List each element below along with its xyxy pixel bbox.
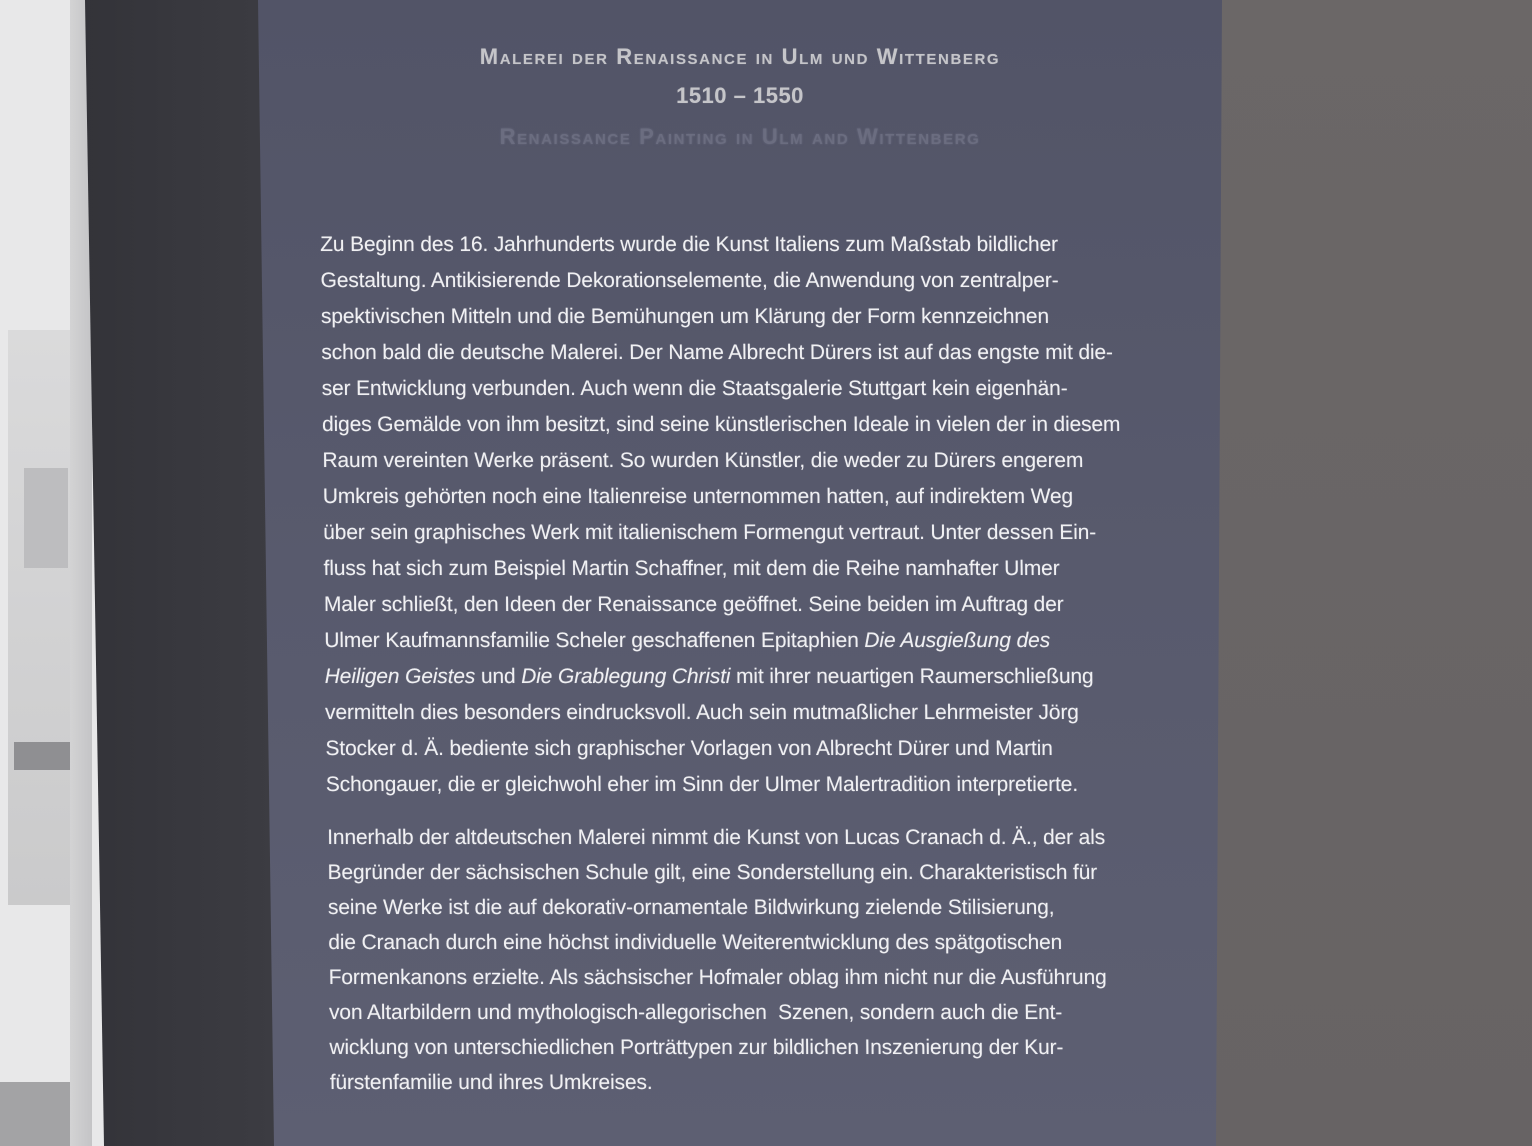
artwork-title: Heiligen Geistes xyxy=(324,665,476,688)
paragraph xyxy=(320,227,1124,803)
text-line xyxy=(327,855,1105,890)
text-line xyxy=(329,995,1107,1030)
text-segment: Schongauer, die er gleichwohl eher im Sinn der Ulmer Malertradition interpretierte. xyxy=(325,773,1079,796)
text-line xyxy=(327,820,1105,855)
text-segment: fluss hat sich zum Beispiel Martin Schaffner, mit dem die Reihe namhafter Ulmer xyxy=(323,557,1060,580)
text-line xyxy=(326,767,1125,803)
text-line xyxy=(322,371,1121,407)
text-line xyxy=(328,890,1106,925)
text-segment: über sein graphisches Werk mit italienischem Formengut vertraut. Unter dessen Ein- xyxy=(323,521,1097,544)
text-line xyxy=(324,587,1123,623)
text-segment: die Cranach durch eine höchst individuelle Weiterentwicklung des spätgotischen xyxy=(328,931,1063,954)
text-segment: ser Entwicklung verbunden. Auch wenn die Staatsgalerie Stuttgart kein eigenhän- xyxy=(321,377,1068,400)
text-line xyxy=(322,443,1121,479)
text-line xyxy=(325,695,1124,731)
panel-title: Malerei der Renaissance in Ulm und Wittenberg xyxy=(479,44,1001,69)
panel-subtitle-english: Renaissance Painting in Ulm and Wittenberg xyxy=(499,124,981,149)
artwork-title: Die Ausgießung des xyxy=(864,629,1051,652)
text-line xyxy=(321,335,1120,371)
text-segment: Zu Beginn des 16. Jahrhunderts wurde die Kunst Italiens zum Maßstab bildlicher xyxy=(320,233,1059,256)
text-line xyxy=(323,479,1122,515)
text-segment: diges Gemälde von ihm besitzt, sind seine künstlerischen Ideale in vielen der in diesem xyxy=(321,413,1121,436)
text-segment: seine Werke ist die auf dekorativ-ornamentale Bildwirkung zielende Stilisierung, xyxy=(327,896,1055,919)
text-segment: Begründer der sächsischen Schule gilt, eine Sonderstellung ein. Charakteristisch für xyxy=(327,861,1098,884)
text-segment: Maler schließt, den Ideen der Renaissance geöffnet. Seine beiden im Auftrag der xyxy=(323,593,1064,616)
text-segment: Umkreis gehörten noch eine Italienreise unternommen hatten, auf indirektem Weg xyxy=(322,485,1074,508)
text-line xyxy=(329,1030,1107,1065)
text-segment: Innerhalb der altdeutschen Malerei nimmt die Kunst von Lucas Cranach d. Ä., der als xyxy=(327,826,1106,849)
artwork-title: Die Grablegung Christi xyxy=(521,665,731,688)
paragraph xyxy=(327,820,1108,1100)
text-line xyxy=(325,659,1124,695)
text-segment: Formenkanons erzielte. Als sächsischer Hofmaler oblag ihm nicht nur die Ausführung xyxy=(328,966,1107,989)
text-segment: Gestaltung. Antikisierende Dekorationselemente, die Anwendung von zentralper- xyxy=(320,269,1059,292)
text-line xyxy=(330,1065,1108,1100)
text-segment: Ulmer Kaufmannsfamilie Scheler geschaffenen Epitaphien xyxy=(324,629,865,652)
text-segment: spektivischen Mitteln und die Bemühungen um Klärung der Form kennzeichnen xyxy=(320,305,1050,328)
panel-dates: 1510 – 1550 xyxy=(676,83,804,108)
text-segment: schon bald die deutsche Malerei. Der Name Albrecht Dürers ist auf das engste mit die- xyxy=(321,341,1113,364)
text-segment: wicklung von unterschiedlichen Porträttypen zur bildlichen Inszenierung der Kur- xyxy=(329,1036,1064,1059)
text-segment: Raum vereinten Werke präsent. So wurden Künstler, die weder zu Dürers engerem xyxy=(322,449,1084,472)
text-line xyxy=(320,263,1119,299)
text-line xyxy=(325,731,1124,767)
text-segment: fürstenfamilie und ihres Umkreises. xyxy=(329,1071,653,1094)
text-line xyxy=(323,515,1122,551)
text-segment: Stocker d. Ä. bediente sich graphischer Vorlagen von Albrecht Dürer und Martin xyxy=(325,737,1053,760)
text-segment: vermitteln dies besonders eindrucksvoll. Auch sein mutmaßlicher Lehrmeister Jörg xyxy=(324,701,1079,724)
text-line xyxy=(322,407,1121,443)
text-line xyxy=(323,551,1122,587)
text-line xyxy=(324,623,1123,659)
text-line xyxy=(328,960,1106,995)
text-segment: von Altarbildern und mythologisch-allegorischen Szenen, sondern auch die Ent- xyxy=(328,1001,1063,1024)
text-line xyxy=(321,299,1120,335)
text-segment: und xyxy=(475,665,522,688)
text-segment: mit ihrer neuartigen Raumerschließung xyxy=(730,665,1094,688)
text-line xyxy=(320,227,1119,263)
text-line xyxy=(328,925,1106,960)
